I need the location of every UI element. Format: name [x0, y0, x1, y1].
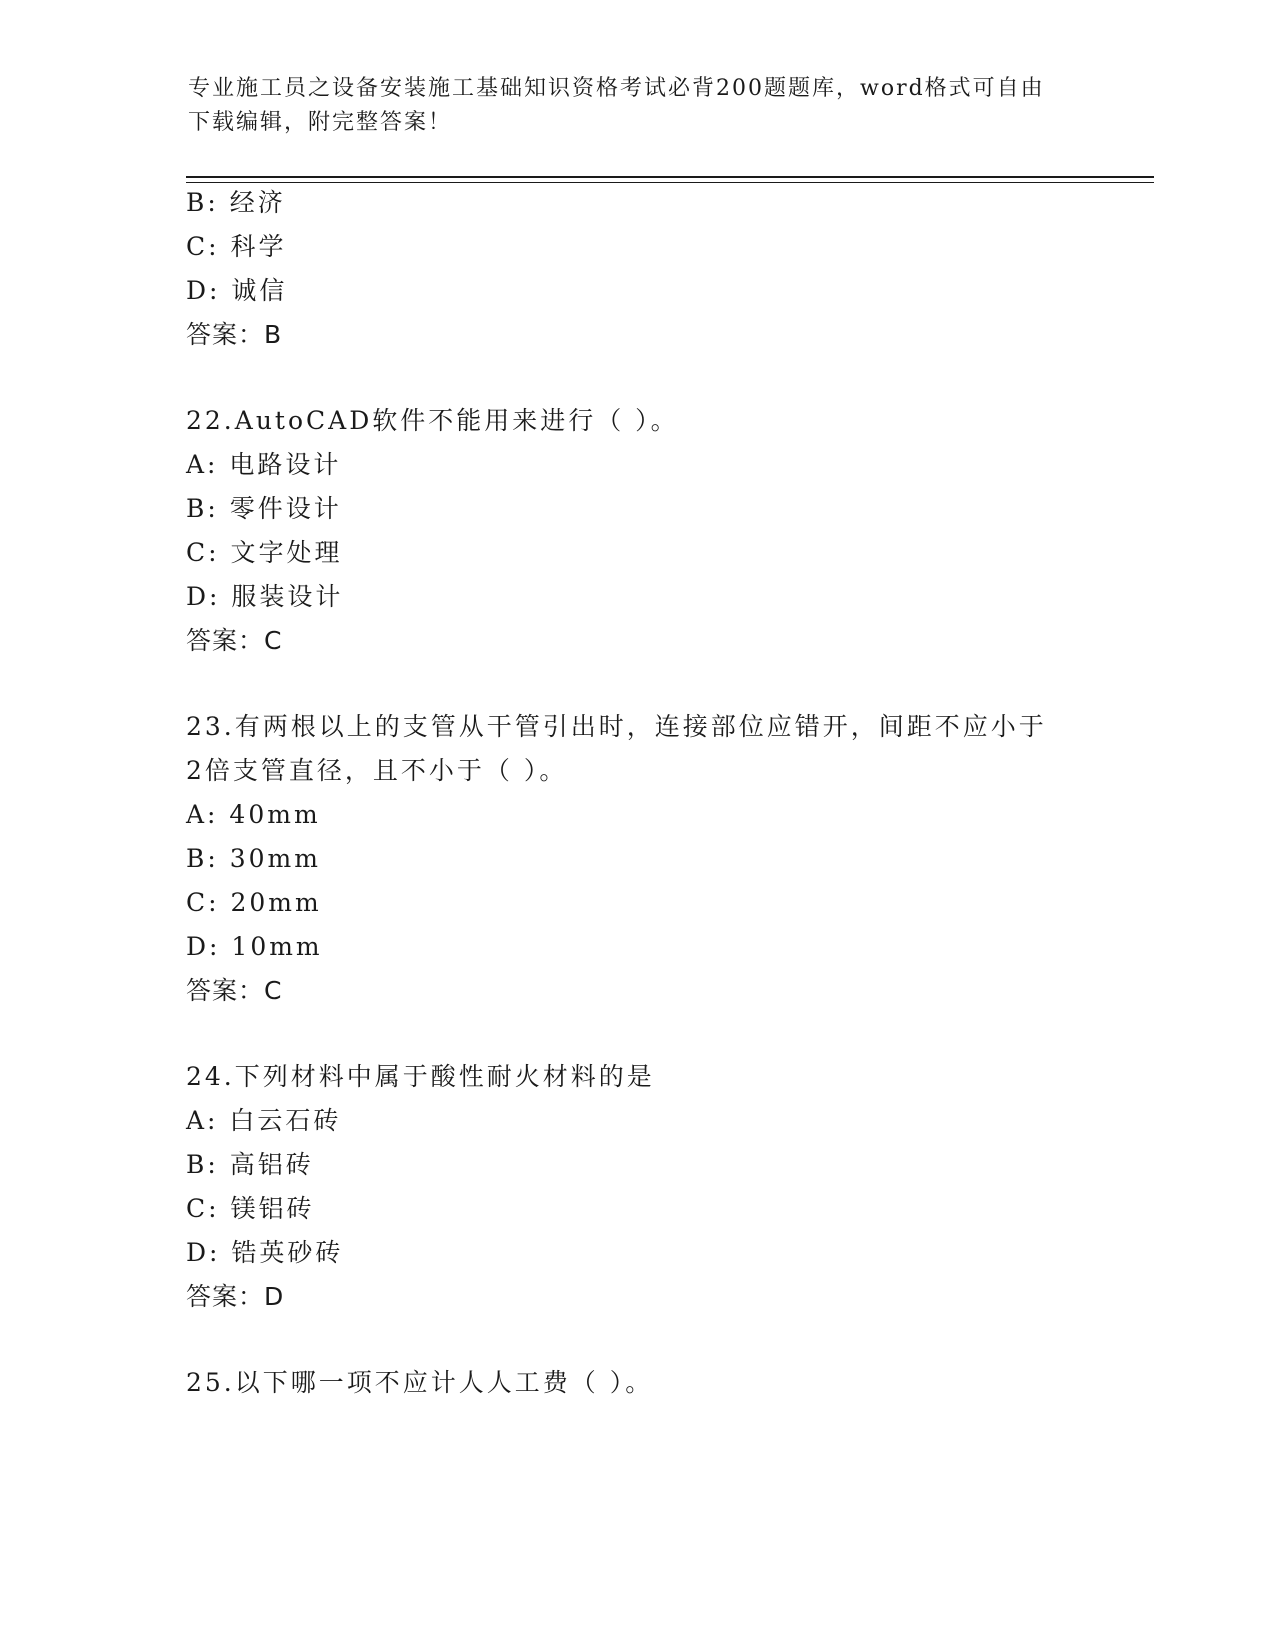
- q24-option-c: C: 镁铝砖: [186, 1194, 315, 1223]
- document-header: [188, 72, 1068, 140]
- q21-option-d: D: 诚信: [186, 276, 288, 305]
- q23-option-b: B: 30mm: [186, 844, 321, 873]
- q24-stem: 24.下列材料中属于酸性耐火材料的是: [186, 1062, 655, 1091]
- q21-option-c: C: 科学: [186, 232, 287, 261]
- q22-option-a: A: 电路设计: [186, 450, 342, 479]
- q22-stem: 22.AutoCAD软件不能用来进行（ ）。: [186, 406, 679, 435]
- header-divider-thick: [186, 176, 1154, 178]
- q22-option-c: C: 文字处理: [186, 538, 343, 567]
- q23-stem-line-2: 2倍支管直径，且不小于（ ）。: [186, 756, 568, 785]
- header-line-2: 下载编辑，附完整答案！: [188, 110, 453, 135]
- q21-answer: 答案：B: [186, 320, 283, 349]
- q22-answer: 答案：C: [186, 626, 283, 655]
- q23-option-d: D: 10mm: [186, 932, 323, 961]
- q24-answer: 答案：D: [186, 1282, 285, 1311]
- q23-option-a: A: 40mm: [186, 800, 321, 829]
- q24-option-d: D: 锆英砂砖: [186, 1238, 344, 1267]
- q24-option-b: B: 高铝砖: [186, 1150, 314, 1179]
- q23-option-c: C: 20mm: [186, 888, 322, 917]
- q21-option-b: B: 经济: [186, 188, 286, 217]
- q22-option-b: B: 零件设计: [186, 494, 342, 523]
- header-line-1: 专业施工员之设备安装施工基础知识资格考试必背200题题库，word格式可自由: [188, 76, 1045, 101]
- q25-stem: 25.以下哪一项不应计人人工费（ ）。: [186, 1368, 654, 1397]
- q22-option-d: D: 服装设计: [186, 582, 344, 611]
- q23-answer: 答案：C: [186, 976, 283, 1005]
- q24-option-a: A: 白云石砖: [186, 1106, 342, 1135]
- header-divider-thin: [186, 182, 1154, 183]
- q23-stem-line-1: 23.有两根以上的支管从干管引出时，连接部位应错开，间距不应小于: [186, 712, 1047, 741]
